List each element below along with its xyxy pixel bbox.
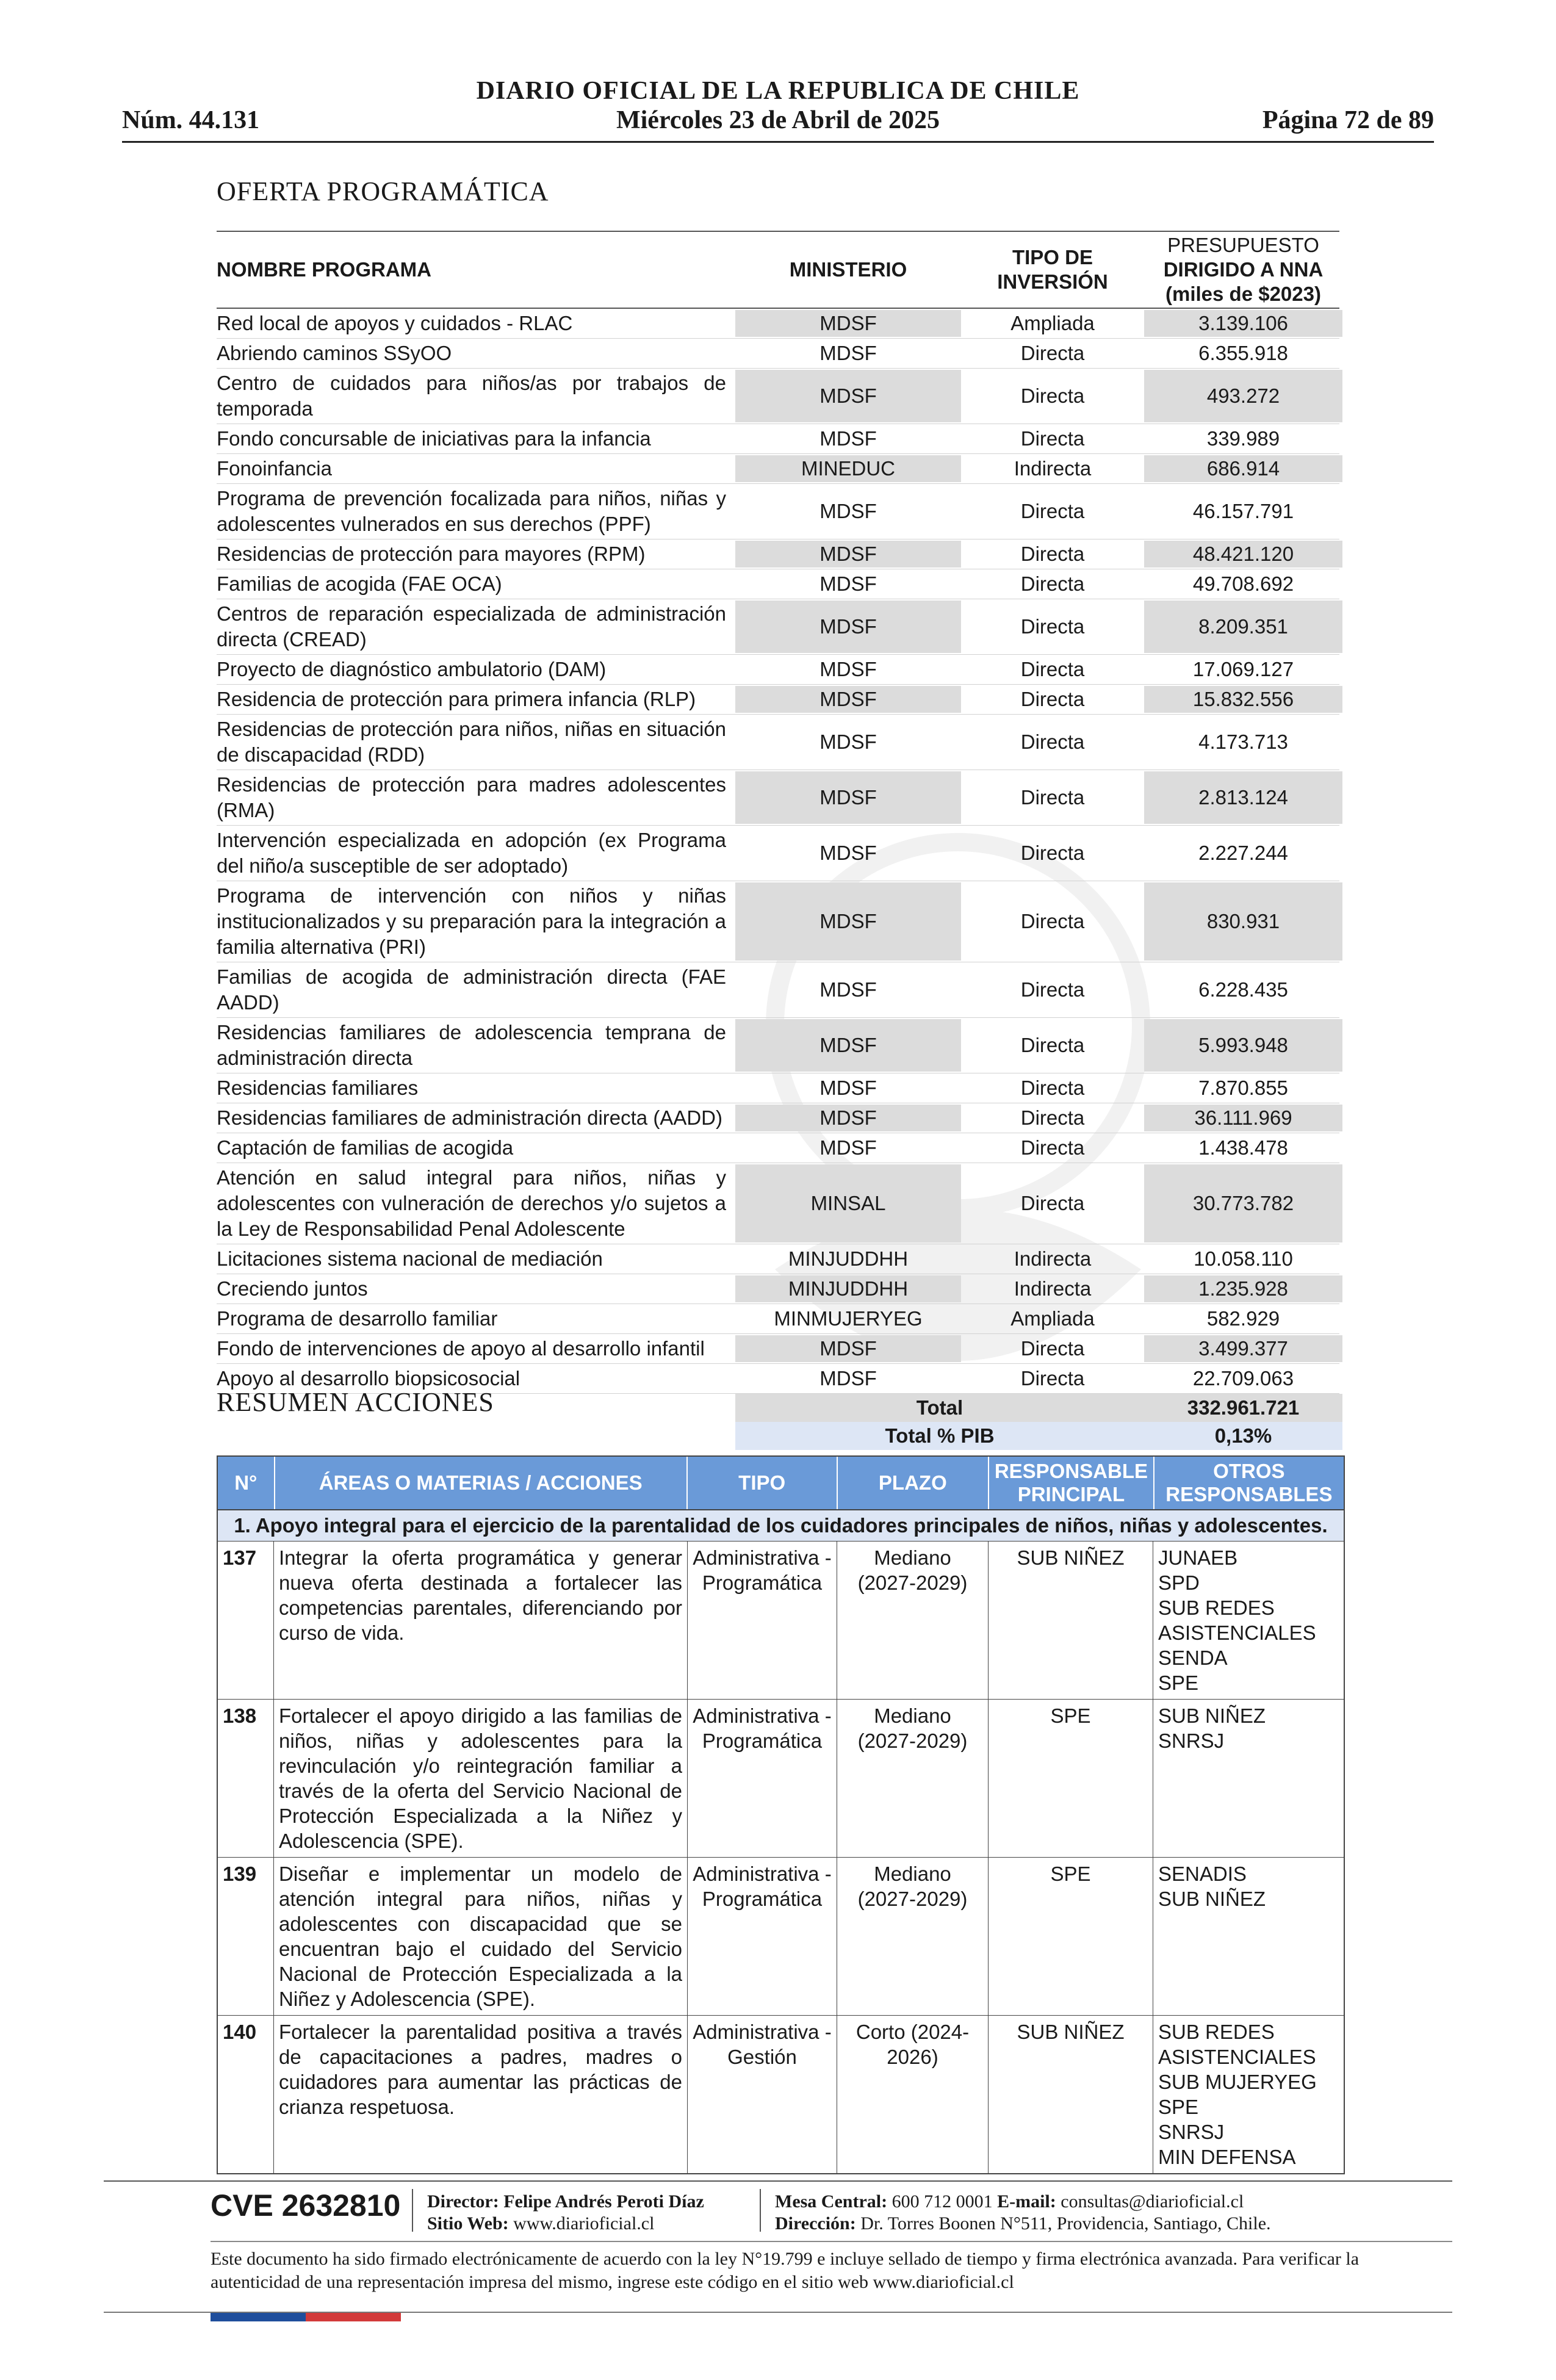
issue-number: Núm. 44.131	[122, 106, 260, 134]
other-responsible: SENADIS	[1158, 1863, 1247, 1885]
header-responsable: RESPONSABLE PRINCIPAL	[989, 1457, 1154, 1509]
program-name: Apoyo al desarrollo biopsicosocial	[217, 1367, 520, 1390]
program-ministry: MDSF	[819, 1367, 877, 1390]
action-other-responsibles	[1153, 1542, 1344, 1699]
program-investment-type: Directa	[1020, 1367, 1085, 1390]
program-budget: 1.438.478	[1198, 1136, 1288, 1159]
action-type: Administrativa - Gestión	[688, 2016, 837, 2173]
pib-row	[217, 1422, 1339, 1450]
program-name: Centro de cuidados para niños/as por trabajos de temporada	[217, 372, 726, 420]
program-ministry: MDSF	[819, 658, 877, 680]
page-number: Página 72 de 89	[1262, 106, 1434, 134]
program-row	[217, 569, 1339, 599]
newspaper-title: DIARIO OFICIAL DE LA REPUBLICA DE CHILE	[476, 77, 1080, 105]
program-name: Proyecto de diagnóstico ambulatorio (DAM)	[217, 658, 607, 680]
program-budget: 6.355.918	[1198, 342, 1288, 364]
other-responsible: SPE	[1158, 1671, 1199, 1694]
program-budget: 48.421.120	[1144, 541, 1342, 568]
program-name: Programa de prevención focalizada para niños, niñas y adolescentes vulnerados en sus derechos (PPF)	[217, 487, 726, 535]
program-investment-type: Directa	[1020, 615, 1085, 638]
program-budget: 493.272	[1144, 370, 1342, 422]
program-name: Residencias familiares	[217, 1076, 419, 1099]
website-link[interactable]: www.diarioficial.cl	[513, 2213, 655, 2234]
program-investment-type: Directa	[1020, 543, 1085, 565]
resumen-title: RESUMEN ACCIONES	[217, 1387, 494, 1417]
action-description: Diseñar e implementar un modelo de atención integral para niños, niñas y adolescentes con discapacidad que se encuentran bajo el cuidado del Servicio Nacional de Protección Especializada a la Niñez y Adolescencia (SPE).	[274, 1858, 688, 2015]
program-row	[217, 715, 1339, 770]
flag-stripe-blue	[211, 2313, 306, 2321]
program-ministry: MDSF	[819, 500, 877, 522]
header-investment-type	[961, 232, 1144, 308]
program-ministry: MDSF	[735, 1105, 961, 1131]
action-description: Fortalecer la parentalidad positiva a través de capacitaciones a padres, madres o cuidadores para aumentar las prácticas de crianza respetuosa.	[274, 2016, 688, 2173]
program-budget: 5.993.948	[1144, 1019, 1342, 1072]
action-term: Mediano (2027-2029)	[837, 1858, 989, 2015]
program-investment-type: Ampliada	[1010, 312, 1095, 334]
header-otros: OTROS RESPONSABLES	[1165, 1460, 1333, 1506]
program-investment-type: Directa	[1020, 342, 1085, 364]
mesa-phone: 600 712 0001	[891, 2191, 993, 2212]
action-row	[218, 1858, 1344, 2016]
header-plazo: PLAZO	[838, 1457, 990, 1509]
header-ministry: MINISTERIO	[789, 258, 907, 281]
program-budget: 6.228.435	[1198, 978, 1288, 1001]
program-budget: 15.832.556	[1144, 686, 1342, 713]
program-investment-type: Indirecta	[1014, 1247, 1092, 1270]
program-ministry: MDSF	[735, 686, 961, 713]
program-budget: 830.931	[1144, 882, 1342, 961]
program-investment-type: Directa	[1020, 1192, 1085, 1214]
program-budget: 7.870.855	[1198, 1076, 1288, 1099]
program-row	[217, 1103, 1339, 1133]
program-budget: 4.173.713	[1198, 730, 1288, 753]
action-responsible: SPE	[989, 1858, 1153, 2015]
program-investment-type: Directa	[1020, 730, 1085, 753]
program-name: Centros de reparación especializada de administración directa (CREAD)	[217, 602, 726, 651]
program-budget: 1.235.928	[1144, 1275, 1342, 1302]
program-row	[217, 599, 1339, 655]
program-name: Programa de intervención con niños y niñas institucionalizados y su preparación para la integración a familia alternativa (PRI)	[217, 884, 726, 958]
action-term: Mediano (2027-2029)	[837, 1542, 989, 1699]
program-investment-type: Indirecta	[1014, 457, 1092, 480]
program-budget: 30.773.782	[1144, 1164, 1342, 1242]
footer-mid-rule	[211, 2241, 1452, 2242]
action-row	[218, 2016, 1344, 2173]
program-name: Familias de acogida (FAE OCA)	[217, 572, 502, 595]
program-investment-type: Directa	[1020, 842, 1085, 864]
program-budget: 2.227.244	[1198, 842, 1288, 864]
program-investment-type: Directa	[1020, 910, 1085, 932]
action-other-responsibles	[1153, 1700, 1344, 1857]
website-label: Sitio Web:	[427, 2213, 509, 2234]
action-number: 139	[218, 1858, 274, 2015]
program-investment-type: Directa	[1020, 427, 1085, 450]
header-type-line2: INVERSIÓN	[997, 270, 1108, 293]
program-name: Fondo concursable de iniciativas para la infancia	[217, 427, 651, 450]
header-budget-line3: (miles de $2023)	[1165, 283, 1321, 305]
program-investment-type: Indirecta	[1014, 1277, 1092, 1300]
other-responsible: SNRSJ	[1158, 1729, 1225, 1752]
other-responsible: SNRSJ	[1158, 2121, 1225, 2143]
pib-label: Total % PIB	[735, 1422, 1144, 1450]
program-row	[217, 962, 1339, 1018]
program-investment-type: Directa	[1020, 1337, 1085, 1360]
program-budget: 582.929	[1206, 1307, 1280, 1330]
cve-code: CVE 2632810	[211, 2188, 401, 2223]
program-row	[217, 655, 1339, 685]
program-row	[217, 1274, 1339, 1304]
program-investment-type: Directa	[1020, 572, 1085, 595]
program-budget: 49.708.692	[1192, 572, 1294, 595]
address-label: Dirección:	[775, 2213, 856, 2234]
pib-value: 0,13%	[1144, 1422, 1342, 1450]
header-budget-line2: DIRIGIDO A NNA	[1163, 258, 1324, 281]
program-ministry: MDSF	[819, 1136, 877, 1159]
other-responsible: SPE	[1158, 2096, 1199, 2118]
program-investment-type: Directa	[1020, 978, 1085, 1001]
program-ministry: MDSF	[735, 1335, 961, 1362]
action-description: Integrar la oferta programática y generar nueva oferta destinada a fortalecer las competencias parentales, diferenciando por curso de vida.	[274, 1542, 688, 1699]
program-row	[217, 424, 1339, 454]
director-label: Director:	[427, 2191, 499, 2212]
program-ministry: MDSF	[735, 370, 961, 422]
program-row	[217, 1133, 1339, 1163]
program-name: Residencias de protección para madres adolescentes (RMA)	[217, 773, 726, 821]
program-table	[217, 231, 1339, 1450]
program-ministry: MINJUDDHH	[788, 1247, 909, 1270]
header-program-name: NOMBRE PROGRAMA	[217, 258, 431, 281]
program-budget: 36.111.969	[1144, 1105, 1342, 1131]
contact-line	[775, 2191, 1244, 2213]
program-name: Residencia de protección para primera infancia (RLP)	[217, 688, 696, 710]
program-budget: 22.709.063	[1192, 1367, 1294, 1390]
program-row	[217, 685, 1339, 715]
program-row	[217, 369, 1339, 424]
other-responsible: ASISTENCIALES	[1158, 1621, 1316, 1644]
program-name: Abriendo caminos SSyOO	[217, 342, 452, 364]
program-name: Residencias familiares de adolescencia temprana de administración directa	[217, 1021, 726, 1069]
action-responsible: SPE	[989, 1700, 1153, 1857]
program-ministry: MDSF	[735, 1019, 961, 1072]
program-row	[217, 1244, 1339, 1274]
program-row	[217, 539, 1339, 569]
program-ministry: MDSF	[819, 730, 877, 753]
program-budget: 17.069.127	[1192, 658, 1294, 680]
program-name: Red local de apoyos y cuidados - RLAC	[217, 312, 573, 334]
program-investment-type: Directa	[1020, 500, 1085, 522]
program-investment-type: Directa	[1020, 658, 1085, 680]
program-ministry: MDSF	[735, 310, 961, 337]
program-name: Atención en salud integral para niños, niñas y adolescentes con vulneración de derechos y/o sujetos a la Ley de Responsabilidad Penal Adolescente	[217, 1166, 726, 1240]
action-type: Administrativa - Programática	[688, 1700, 837, 1857]
mesa-label: Mesa Central:	[775, 2191, 888, 2212]
program-ministry: MINEDUC	[735, 455, 961, 482]
program-row	[217, 1163, 1339, 1244]
program-ministry: MDSF	[819, 342, 877, 364]
program-row	[217, 1073, 1339, 1103]
footer-top-rule	[104, 2180, 1452, 2182]
program-ministry: MDSF	[735, 600, 961, 653]
total-value: 332.961.721	[1144, 1394, 1342, 1422]
action-term: Corto (2024-2026)	[837, 2016, 989, 2173]
email-link[interactable]: consultas@diarioficial.cl	[1061, 2191, 1244, 2212]
other-responsible: SENDA	[1158, 1646, 1228, 1669]
program-investment-type: Ampliada	[1010, 1307, 1095, 1330]
program-row	[217, 1304, 1339, 1334]
program-budget: 3.499.377	[1144, 1335, 1342, 1362]
footer-separator	[412, 2189, 413, 2232]
program-budget: 2.813.124	[1144, 771, 1342, 824]
other-responsible: SUB REDES	[1158, 1596, 1275, 1619]
program-ministry: MDSF	[735, 882, 961, 961]
program-budget: 339.989	[1206, 427, 1280, 450]
program-name: Programa de desarrollo familiar	[217, 1307, 498, 1330]
program-ministry: MINSAL	[735, 1164, 961, 1242]
header-type-line1: TIPO DE	[1012, 246, 1093, 269]
program-name: Creciendo juntos	[217, 1277, 368, 1300]
program-budget: 46.157.791	[1192, 500, 1294, 522]
action-number: 140	[218, 2016, 274, 2173]
program-row	[217, 826, 1339, 881]
actions-table-header	[218, 1457, 1344, 1509]
program-investment-type: Directa	[1020, 688, 1085, 710]
program-ministry: MDSF	[819, 1076, 877, 1099]
program-name: Fonoinfancia	[217, 457, 332, 480]
action-type: Administrativa - Programática	[688, 1858, 837, 2015]
other-responsible: JUNAEB	[1158, 1546, 1238, 1569]
website-line	[427, 2213, 654, 2235]
program-row	[217, 339, 1339, 369]
issue-date: Miércoles 23 de Abril de 2025	[616, 106, 940, 134]
program-ministry: MDSF	[819, 572, 877, 595]
action-row	[218, 1542, 1344, 1700]
program-table-header	[217, 232, 1339, 309]
program-ministry: MDSF	[819, 842, 877, 864]
oferta-title: OFERTA PROGRAMÁTICA	[217, 176, 549, 206]
program-name: Captación de familias de acogida	[217, 1136, 514, 1159]
program-investment-type: Directa	[1020, 1136, 1085, 1159]
legal-notice: Este documento ha sido firmado electrónicamente de acuerdo con la ley N°19.799 e incluye sellado de tiempo y firma electrónica avanzada. Para verificar la autenticidad de una representación impresa del mismo, ingrese este código en el sitio web www.diarioficial.cl	[211, 2249, 1360, 2292]
action-row	[218, 1700, 1344, 1858]
total-label: Total	[735, 1394, 1144, 1422]
program-investment-type: Directa	[1020, 384, 1085, 407]
other-responsible: SUB MUJERYEG	[1158, 2071, 1317, 2093]
header-rule	[122, 141, 1434, 143]
program-name: Familias de acogida de administración directa (FAE AADD)	[217, 965, 726, 1014]
other-responsible: MIN DEFENSA	[1158, 2146, 1296, 2168]
email-label: E-mail:	[997, 2191, 1056, 2212]
program-ministry: MDSF	[735, 771, 961, 824]
page-header	[122, 76, 1434, 145]
action-other-responsibles	[1153, 1858, 1344, 2015]
program-row	[217, 1334, 1339, 1364]
program-ministry: MDSF	[735, 541, 961, 568]
program-budget: 686.914	[1144, 455, 1342, 482]
program-name: Residencias de protección para niños, niñas en situación de discapacidad (RDD)	[217, 718, 726, 766]
director-name: Felipe Andrés Peroti Díaz	[503, 2191, 704, 2212]
program-budget: 10.058.110	[1194, 1247, 1293, 1270]
actions-table-body	[218, 1542, 1344, 2173]
header-areas: ÁREAS O MATERIAS / ACCIONES	[275, 1457, 688, 1509]
program-row	[217, 309, 1339, 339]
other-responsible: SUB NIÑEZ	[1158, 1704, 1266, 1727]
footer-separator	[760, 2189, 761, 2232]
program-investment-type: Directa	[1020, 1034, 1085, 1056]
flag-stripe-red	[306, 2313, 401, 2321]
other-responsible: ASISTENCIALES	[1158, 2046, 1316, 2068]
actions-table	[217, 1455, 1345, 2174]
action-description: Fortalecer el apoyo dirigido a las familias de niños, niñas y adolescentes para la revinculación y/o reintegración familiar a través de la oferta del Servicio Nacional de Protección Especializada a la Niñez y Adolescencia (SPE).	[274, 1700, 688, 1857]
program-table-body	[217, 309, 1339, 1394]
program-ministry: MINMUJERYEG	[774, 1307, 923, 1330]
program-row	[217, 454, 1339, 484]
program-budget: 3.139.106	[1144, 310, 1342, 337]
program-name: Intervención especializada en adopción (ex Programa del niño/a susceptible de ser adoptado)	[217, 829, 726, 877]
other-responsible: SUB NIÑEZ	[1158, 1888, 1266, 1910]
program-row	[217, 484, 1339, 539]
header-budget-line1: PRESUPUESTO	[1167, 234, 1319, 256]
program-row	[217, 881, 1339, 962]
program-name: Licitaciones sistema nacional de mediación	[217, 1247, 603, 1270]
program-ministry: MINJUDDHH	[735, 1275, 961, 1302]
action-responsible: SUB NIÑEZ	[989, 2016, 1153, 2173]
address-text: Dr. Torres Boonen N°511, Providencia, Santiago, Chile.	[860, 2213, 1271, 2234]
other-responsible: SPD	[1158, 1571, 1200, 1594]
action-term: Mediano (2027-2029)	[837, 1700, 989, 1857]
program-row	[217, 1018, 1339, 1073]
program-investment-type: Directa	[1020, 1106, 1085, 1129]
action-other-responsibles	[1153, 2016, 1344, 2173]
program-investment-type: Directa	[1020, 786, 1085, 809]
action-type: Administrativa - Programática	[688, 1542, 837, 1699]
action-responsible: SUB NIÑEZ	[989, 1542, 1153, 1699]
director-line	[427, 2191, 704, 2213]
program-name: Residencias familiares de administración directa (AADD)	[217, 1106, 722, 1129]
address-line	[775, 2213, 1271, 2235]
action-number: 138	[218, 1700, 274, 1857]
header-tipo: TIPO	[688, 1457, 838, 1509]
program-budget: 8.209.351	[1144, 600, 1342, 653]
program-name: Residencias de protección para mayores (RPM)	[217, 543, 646, 565]
other-responsible: SUB REDES	[1158, 2021, 1275, 2043]
program-investment-type: Directa	[1020, 1076, 1085, 1099]
header-number: N°	[218, 1457, 275, 1509]
program-name: Fondo de intervenciones de apoyo al desarrollo infantil	[217, 1337, 705, 1360]
program-ministry: MDSF	[819, 978, 877, 1001]
section-heading: 1. Apoyo integral para el ejercicio de la parentalidad de los cuidadores principales de niños, niñas y adolescentes.	[218, 1509, 1344, 1542]
header-budget	[1144, 232, 1342, 308]
action-number: 137	[218, 1542, 274, 1699]
program-row	[217, 770, 1339, 826]
program-ministry: MDSF	[819, 427, 877, 450]
